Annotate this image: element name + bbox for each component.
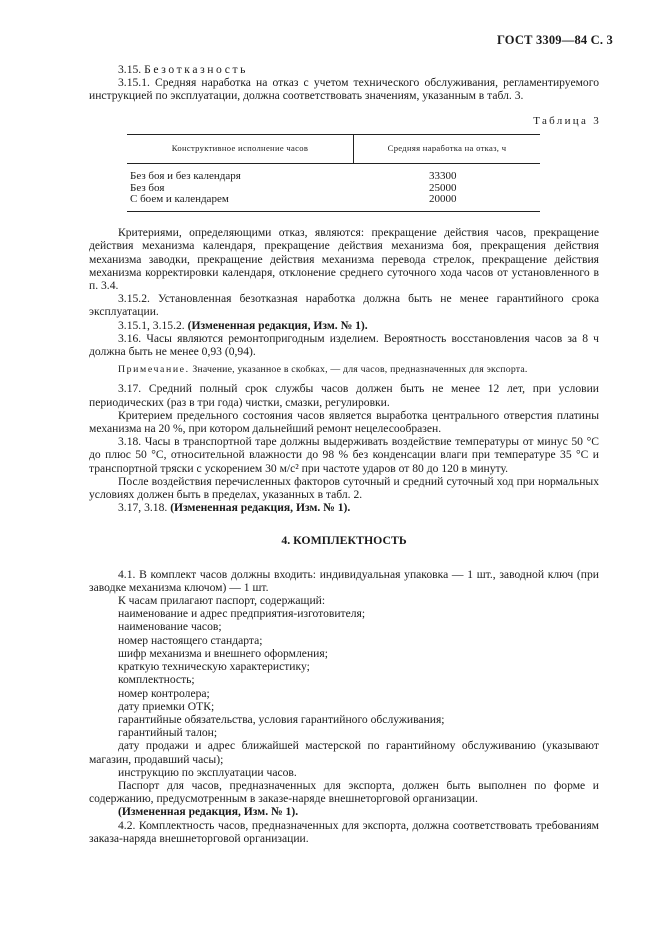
paragraph-after-impact: После воздействия перечисленных факторов суточный и средний суточный ход при нормальных условиях должен быть в пределах, указанных в табл. 2. <box>89 474 599 502</box>
table-caption: Таблица 3 <box>533 114 601 127</box>
table-cell-label: Без боя и без календаря <box>130 169 241 182</box>
remark-text: Значение, указанное в скобках, — для часов, предназначенных для экспорта. <box>192 364 528 376</box>
paragraph-limit-state: Критерием предельного состояния часов является выработка центрального отверстия платины механизма на 20 %, при котором дальнейший ремонт нецелесообразен. <box>89 408 599 436</box>
amendment-clauses: 3.17, 3.18. <box>118 501 168 515</box>
paragraph-export-passport: Паспорт для часов, предназначенных для экспорта, должен быть выполнен по форме и содержанию, предусмотренным в заказе-наряде внешнеторговой организации. <box>89 778 599 806</box>
footnote-remark <box>89 363 599 376</box>
paragraph-4-2: 4.2. Комплектность часов, предназначенных для экспорта, должна соответствовать требованиям заказа-наряда внешнеторговой организации. <box>89 818 599 845</box>
list-item: наименование и адрес предприятия-изготовителя; <box>118 607 366 621</box>
paragraph-3-17: 3.17. Средний полный срок службы часов должен быть не менее 12 лет, при условии периодических (раз в три года) чистки, смазки, регулировки. <box>89 382 599 409</box>
amendment-bold-text: (Измененная редакция, Изм. № 1). <box>170 501 351 515</box>
section-heading-title: Безотказность <box>144 63 249 76</box>
amendment-note-3: (Измененная редакция, Изм. № 1). <box>118 805 299 819</box>
paragraph-failure-criteria: Критериями, определяющими отказ, являются: прекращение действия часов, прекращение действия механизма календаря, прекращение действия механизма боя, прекращения действия механизма заводки, прекращение действия механизма перевода стрелок, прекращение действия механизма корректировки календаря, отклонение среднего суточного хода часов от установленного в п. 3.4. <box>89 226 599 293</box>
list-item: краткую техническую характеристику; <box>118 660 310 674</box>
amendment-clauses: 3.15.1, 3.15.2. <box>118 318 185 332</box>
list-item: наименование часов; <box>118 620 222 634</box>
passport-intro: К часам прилагают паспорт, содержащий: <box>118 594 326 608</box>
section-heading-3-15 <box>89 63 599 76</box>
section-4-title: 4. КОМПЛЕКТНОСТЬ <box>281 533 407 548</box>
paragraph-3-18: 3.18. Часы в транспортной таре должны выдерживать воздействие температуры от минус 50 °С до плюс 50 °С, относительной влажности до 98 % без конденсации влаги при температуре 35 °С и транспортной тряски с ускорением 30 м/с² при частоте ударов от 80 до 120 в минуту. <box>89 435 599 475</box>
list-item: шифр механизма и внешнего оформления; <box>118 646 328 660</box>
table-row <box>127 194 540 211</box>
document-body <box>89 63 599 845</box>
amendment-bold-text: (Измененная редакция, Изм. № 1). <box>187 318 368 332</box>
list-item: гарантийный талон; <box>118 726 218 740</box>
paragraph-3-15-2: 3.15.2. Установленная безотказная наработка должна быть не менее гарантийного срока эксплуатации. <box>89 292 599 319</box>
table-row <box>127 163 540 182</box>
list-item: инструкцию по эксплуатации часов. <box>118 765 297 779</box>
amendment-note-1 <box>89 319 599 332</box>
list-item: гарантийные обязательства, условия гарантийного обслуживания; <box>118 712 445 726</box>
table-header-row <box>127 134 540 163</box>
table-cell-value: 33300 <box>429 169 457 182</box>
list-item: номер настоящего стандарта; <box>118 633 263 647</box>
remark-label: Примечание. <box>118 364 190 376</box>
table-cell-value: 20000 <box>354 194 541 211</box>
table-header-design: Конструктивное исполнение часов <box>127 134 354 163</box>
page-header: ГОСТ 3309—84 С. 3 <box>496 33 613 47</box>
list-item: номер контролера; <box>118 686 210 700</box>
paragraph-4-1: 4.1. В комплект часов должны входить: индивидуальная упаковка — 1 шт., заводной ключ (при заводке механизма ключом) — 1 шт. <box>89 567 599 594</box>
list-item: дату продажи и адрес ближайшей мастерской по гарантийному обслуживанию (указывают магазин, продавший часы); <box>89 739 599 766</box>
table-3 <box>127 134 540 212</box>
list-item: дату приемки ОТК; <box>118 699 215 713</box>
table-cell-label: С боем и календарем <box>127 194 354 211</box>
table-cell-value: 25000 <box>429 181 457 194</box>
table-cell-label: Без боя <box>130 181 165 194</box>
section-number: 3.15. <box>118 63 142 76</box>
list-item: комплектность; <box>118 673 195 687</box>
amendment-note-2 <box>89 501 599 514</box>
paragraph-3-16: 3.16. Часы являются ремонтопригодным изделием. Вероятность восстановления часов за 8 ч должна быть не менее 0,93 (0,94). <box>89 331 599 359</box>
table-header-mtbf: Средняя наработка на отказ, ч <box>354 134 541 163</box>
paragraph-3-15-1: 3.15.1. Средняя наработка на отказ с учетом технического обслуживания, регламентируемого инструкцией по эксплуатации, должна соответствовать значениям, указанным в табл. 3. <box>89 76 599 103</box>
